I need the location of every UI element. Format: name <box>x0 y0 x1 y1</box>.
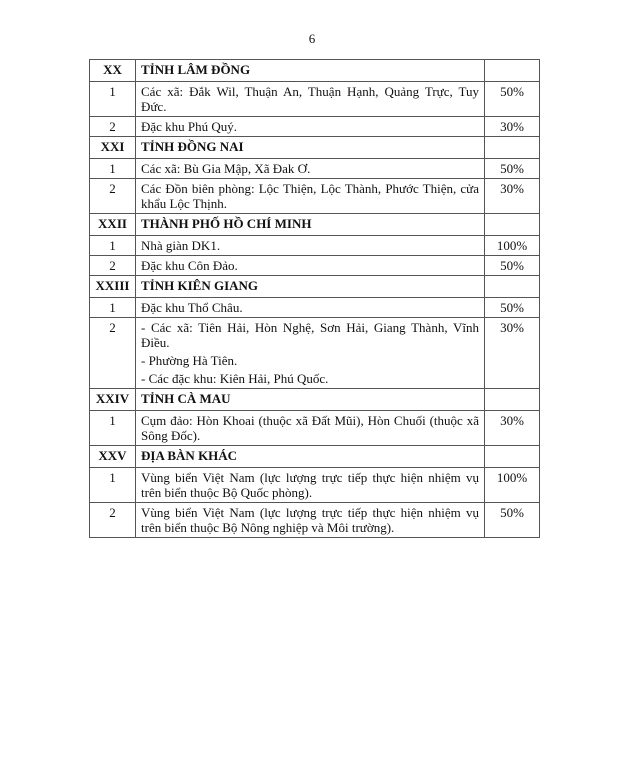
table-row <box>90 179 540 214</box>
row-percentage: 30% <box>485 411 540 446</box>
row-percentage: 100% <box>485 236 540 256</box>
row-number: 1 <box>90 298 136 318</box>
table-row <box>90 117 540 137</box>
row-description <box>136 256 485 276</box>
row-description <box>136 298 485 318</box>
row-number: 1 <box>90 159 136 179</box>
section-title: THÀNH PHỐ HỒ CHÍ MINH <box>136 214 485 236</box>
section-empty-cell <box>485 389 540 411</box>
section-title: TỈNH ĐỒNG NAI <box>136 137 485 159</box>
row-description <box>136 82 485 117</box>
row-description <box>136 117 485 137</box>
section-row <box>90 389 540 411</box>
row-number: 2 <box>90 179 136 214</box>
row-number: 2 <box>90 503 136 538</box>
row-percentage: 50% <box>485 298 540 318</box>
description-line: Đặc khu Côn Đảo. <box>141 258 238 273</box>
table-body <box>90 60 540 538</box>
row-description <box>136 179 485 214</box>
row-percentage: 50% <box>485 82 540 117</box>
table-row <box>90 503 540 538</box>
description-line: Các Đồn biên phòng: Lộc Thiện, Lộc Thành, Phước Thiện, cửa khẩu Lộc Thịnh. <box>141 181 479 211</box>
description-line: Các xã: Đắk Wil, Thuận An, Thuận Hạnh, Quảng Trực, Tuy Đức. <box>141 84 479 114</box>
section-empty-cell <box>485 137 540 159</box>
section-roman: XXI <box>90 137 136 159</box>
section-roman: XXIV <box>90 389 136 411</box>
section-row <box>90 214 540 236</box>
table-row <box>90 411 540 446</box>
row-description <box>136 318 485 389</box>
row-percentage: 50% <box>485 503 540 538</box>
section-title: TỈNH CÀ MAU <box>136 389 485 411</box>
row-description <box>136 468 485 503</box>
section-empty-cell <box>485 276 540 298</box>
table-row <box>90 256 540 276</box>
section-row <box>90 137 540 159</box>
row-number: 1 <box>90 411 136 446</box>
section-empty-cell <box>485 214 540 236</box>
row-description <box>136 159 485 179</box>
row-number: 1 <box>90 468 136 503</box>
row-number: 2 <box>90 256 136 276</box>
description-line: Vùng biển Việt Nam (lực lượng trực tiếp thực hiện nhiệm vụ trên biển thuộc Bộ Quốc phòng). <box>141 470 479 500</box>
description-line: - Các đặc khu: Kiên Hải, Phú Quốc. <box>141 371 329 386</box>
description-line: Đặc khu Phú Quý. <box>141 119 238 134</box>
row-percentage: 50% <box>485 159 540 179</box>
row-percentage: 30% <box>485 117 540 137</box>
description-line: Các xã: Bù Gia Mập, Xã Đak Ơ. <box>141 161 311 176</box>
table-row <box>90 82 540 117</box>
page-number: 6 <box>308 31 316 46</box>
section-roman: XXV <box>90 446 136 468</box>
row-percentage: 30% <box>485 179 540 214</box>
row-number: 1 <box>90 82 136 117</box>
section-title: TỈNH LÂM ĐỒNG <box>136 60 485 82</box>
description-line: - Phường Hà Tiên. <box>141 353 238 368</box>
section-roman: XXIII <box>90 276 136 298</box>
description-line: Cụm đảo: Hòn Khoai (thuộc xã Đất Mũi), Hòn Chuối (thuộc xã Sông Đốc). <box>141 413 479 443</box>
row-number: 2 <box>90 318 136 389</box>
description-line: Nhà giàn DK1. <box>141 238 221 253</box>
section-empty-cell <box>485 60 540 82</box>
row-number: 1 <box>90 236 136 256</box>
row-percentage: 50% <box>485 256 540 276</box>
table-row <box>90 159 540 179</box>
section-title: ĐỊA BÀN KHÁC <box>136 446 485 468</box>
row-percentage: 100% <box>485 468 540 503</box>
row-percentage: 30% <box>485 318 540 389</box>
description-line: Đặc khu Thổ Châu. <box>141 300 243 315</box>
section-roman: XXII <box>90 214 136 236</box>
section-title: TỈNH KIÊN GIANG <box>136 276 485 298</box>
description-line: - Các xã: Tiên Hải, Hòn Nghệ, Sơn Hải, Giang Thành, Vĩnh Điều. <box>141 320 479 350</box>
table-row <box>90 236 540 256</box>
section-row <box>90 60 540 82</box>
section-row <box>90 276 540 298</box>
section-empty-cell <box>485 446 540 468</box>
table-row <box>90 298 540 318</box>
row-number: 2 <box>90 117 136 137</box>
row-description <box>136 236 485 256</box>
row-description <box>136 411 485 446</box>
row-description <box>136 503 485 538</box>
table-row <box>90 318 540 389</box>
allowance-table <box>89 59 540 538</box>
section-row <box>90 446 540 468</box>
table-row <box>90 468 540 503</box>
description-line: Vùng biển Việt Nam (lực lượng trực tiếp thực hiện nhiệm vụ trên biển thuộc Bộ Nông nghiệp và Môi trường). <box>141 505 479 535</box>
section-roman: XX <box>90 60 136 82</box>
